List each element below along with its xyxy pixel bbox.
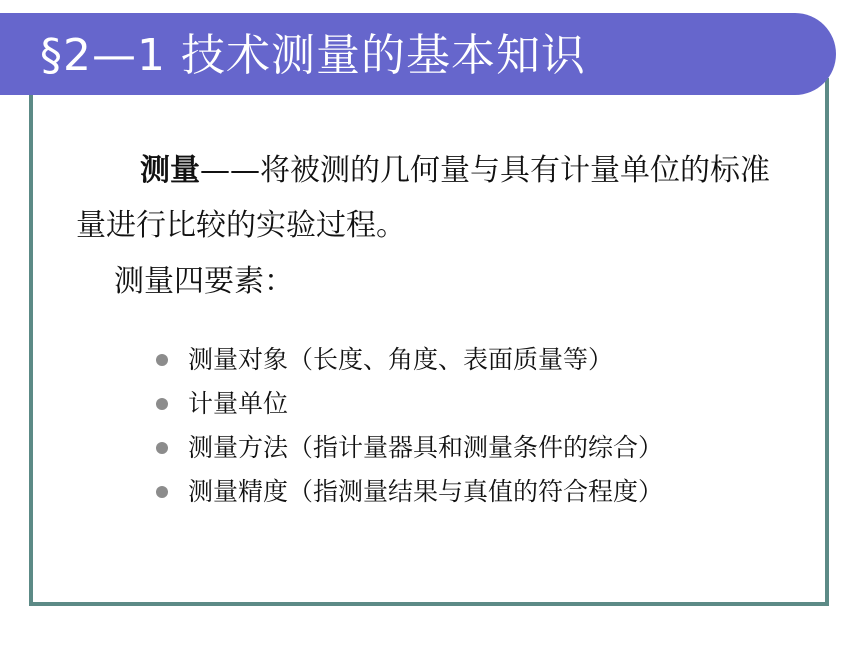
definition-text: ——将被测的几何量与具有计量单位的标准量进行比较的实验过程。 [76, 153, 770, 243]
four-elements-list [156, 338, 663, 514]
list-item [156, 426, 663, 470]
definition-term: 测量 [140, 153, 200, 188]
four-elements-heading: 测量四要素： [114, 264, 294, 299]
slide-title: §2—1 技术测量的基本知识 [40, 30, 586, 81]
list-item [156, 338, 663, 382]
list-item-label: 测量精度（指测量结果与真值的符合程度） [188, 477, 664, 506]
bullet-icon [156, 354, 168, 366]
list-item-label: 计量单位 [188, 389, 289, 418]
list-item-label: 测量方法（指计量器具和测量条件的综合） [188, 433, 664, 462]
bullet-icon [156, 486, 168, 498]
bullet-icon [156, 442, 168, 454]
bullet-icon [156, 398, 168, 410]
list-item [156, 470, 663, 514]
list-item [156, 382, 663, 426]
list-item-label: 测量对象（长度、角度、表面质量等） [188, 345, 614, 374]
definition-paragraph [76, 143, 786, 253]
